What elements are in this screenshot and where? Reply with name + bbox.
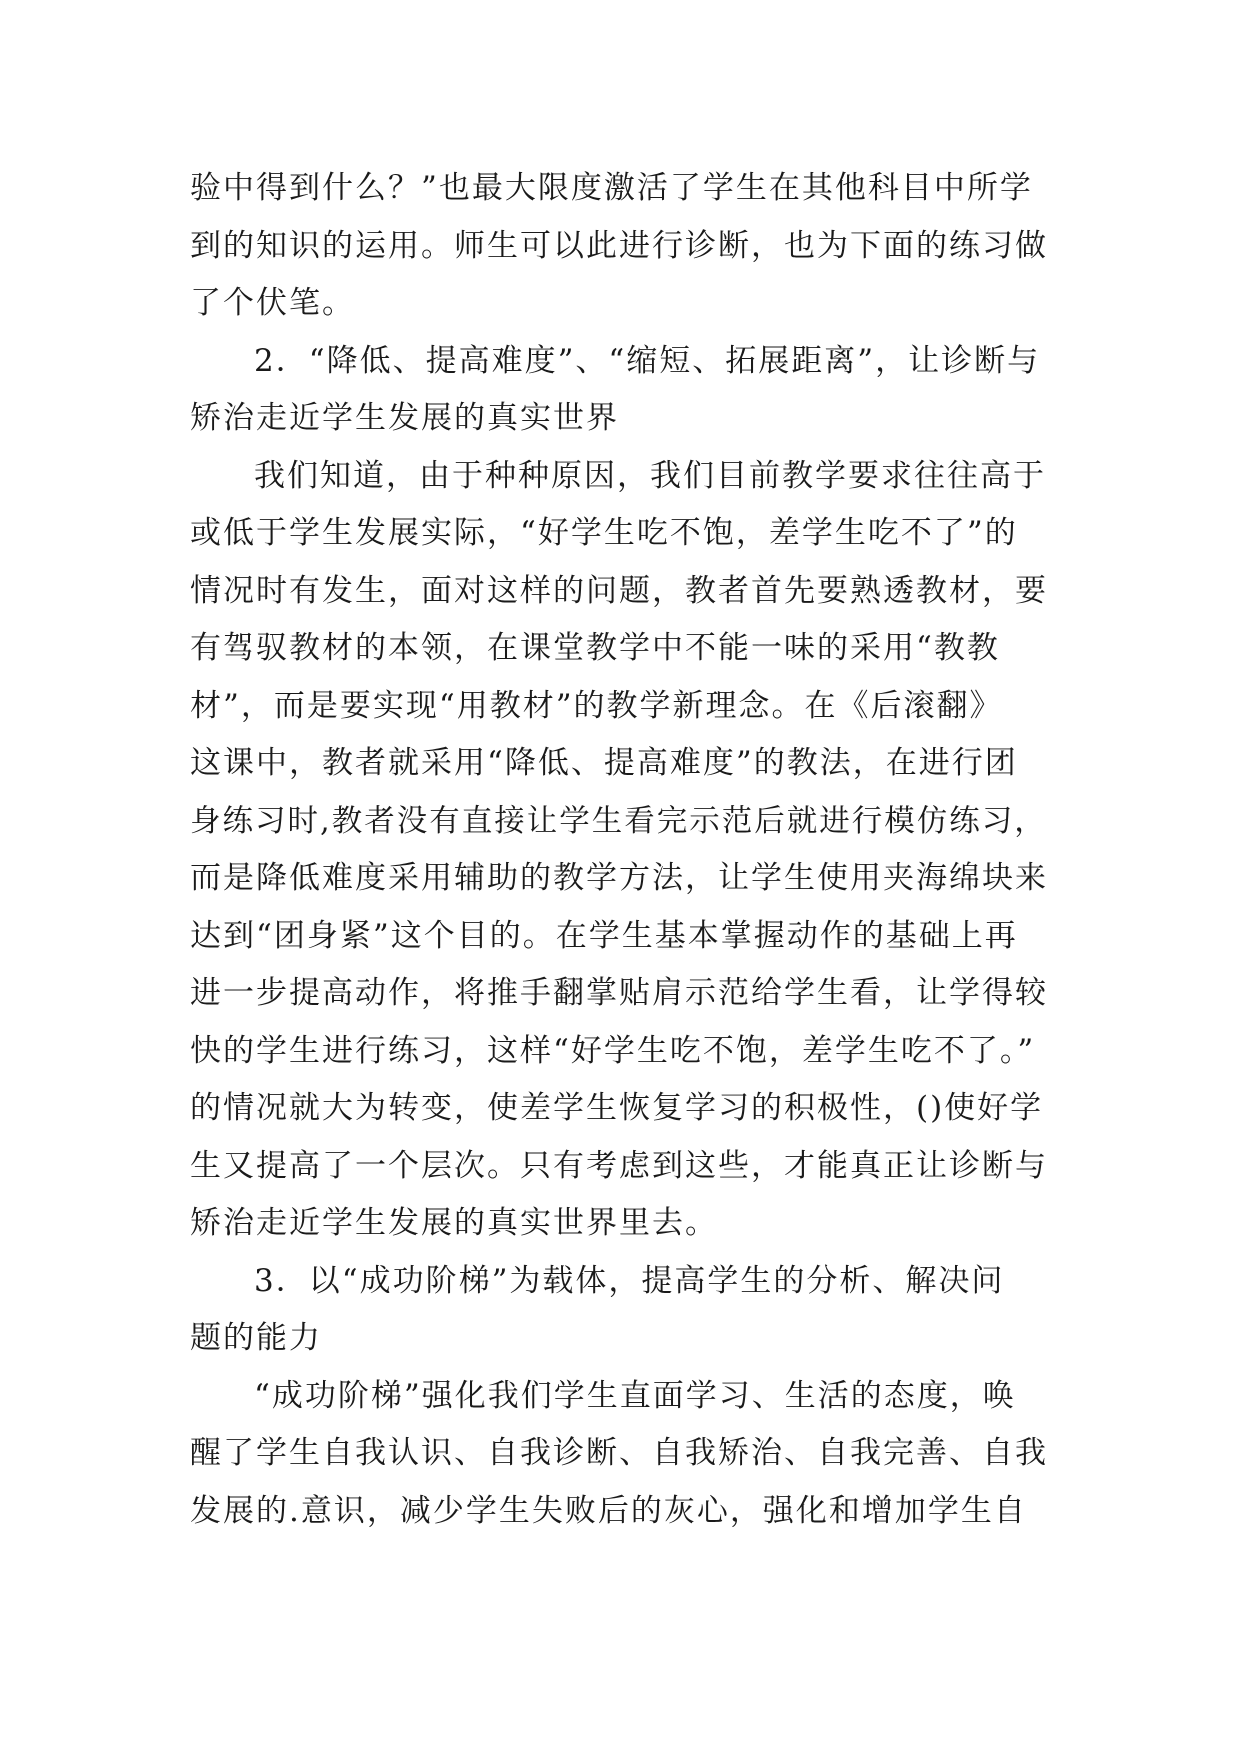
text-line: 进一步提高动作，将推手翻掌贴肩示范给学生看，让学得较 — [190, 975, 1048, 1011]
text-line: 2．“降低、提高难度”、“缩短、拓展距离”，让诊断与 — [254, 342, 1041, 379]
text-line: 验中得到什么？”也最大限度激活了学生在其他科目中所学 — [190, 170, 1033, 206]
text-line: 材”，而是要实现“用教材”的教学新理念。在《后滚翻》 — [190, 687, 1003, 724]
body-text — [190, 160, 1050, 1540]
text-line: “成功阶梯”强化我们学生直面学习、生活的态度，唤 — [254, 1377, 1016, 1414]
text-line: 达到“团身紧”这个目的。在学生基本掌握动作的基础上再 — [190, 917, 1018, 954]
text-line: 我们知道，由于种种原因，我们目前教学要求往往高于 — [254, 457, 1046, 494]
text-line: 身练习时,教者没有直接让学生看完示范后就进行模仿练习， — [190, 803, 1047, 839]
text-line: 到的知识的运用。师生可以此进行诊断，也为下面的练习做 — [190, 227, 1048, 264]
text-line: 3．以“成功阶梯”为载体，提高学生的分析、解决问 — [254, 1262, 1005, 1299]
text-line: 快的学生进行练习，这样“好学生吃不饱，差学生吃不了。” — [190, 1032, 1036, 1069]
text-line: 这课中，教者就采用“降低、提高难度”的教法，在进行团 — [190, 745, 1018, 781]
text-line: 矫治走近学生发展的真实世界 — [190, 400, 619, 436]
text-line: 有驾驭教材的本领，在课堂教学中不能一味的采用“教教 — [190, 630, 1000, 666]
text-line: 矫治走近学生发展的真实世界里去。 — [190, 1205, 718, 1241]
text-line: 生又提高了一个层次。只有考虑到这些，才能真正让诊断与 — [190, 1147, 1048, 1184]
text-line: 醒了学生自我认识、自我诊断、自我矫治、自我完善、自我 — [190, 1435, 1048, 1471]
text-line: 的情况就大为转变，使差学生恢复学习的积极性，()使好学 — [190, 1090, 1044, 1126]
text-line: 了个伏笔。 — [190, 285, 355, 321]
text-line: 发展的.意识，减少学生失败后的灰心，强化和增加学生自 — [190, 1492, 1027, 1529]
text-line: 题的能力 — [190, 1320, 322, 1356]
text-line: 情况时有发生，面对这样的问题，教者首先要熟透教材，要 — [190, 572, 1048, 609]
text-line: 而是降低难度采用辅助的教学方法，让学生使用夹海绵块来 — [190, 860, 1048, 896]
text-line: 或低于学生发展实际，“好学生吃不饱，差学生吃不了”的 — [190, 515, 1018, 551]
